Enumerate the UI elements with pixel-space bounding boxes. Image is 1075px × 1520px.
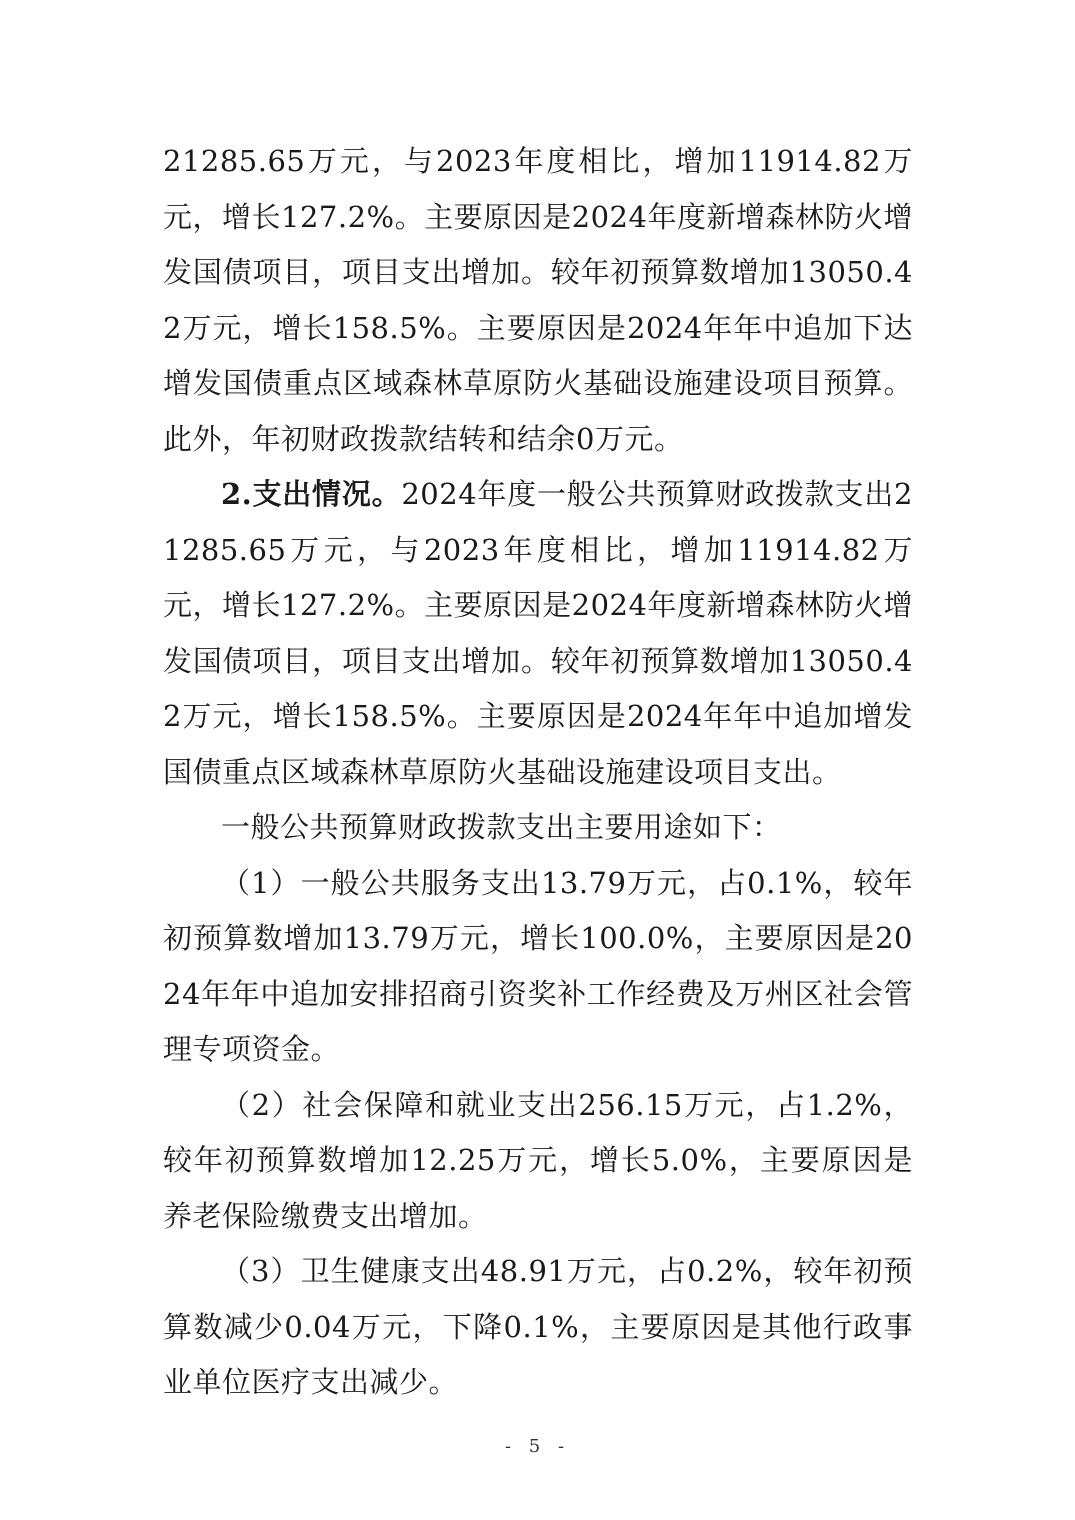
- paragraph-text: 2024年度一般公共预算财政拨款支出21285.65万元，与2023年度相比，增加11914.82万元，增长127.2%。主要原因是2024年度新增森林防火增发国债项目，项目支出增加。较年初预算数增加13050.42万元，增长158.5%。主要原因是2024年年中追加增发国债重点区域森林草原防火基础设施建设项目支出。: [163, 477, 913, 789]
- paragraph-text: 一般公共预算财政拨款支出主要用途如下：: [221, 810, 782, 844]
- paragraph-item-1: [163, 856, 913, 1078]
- paragraph-text: （3）卫生健康支出48.91万元，占0.2%，较年初预算数减少0.04万元，下降0.1%，主要原因是其他行政事业单位医疗支出减少。: [163, 1254, 913, 1399]
- paragraph-text: （2）社会保障和就业支出256.15万元，占1.2%，较年初预算数增加12.25万元，增长5.0%，主要原因是养老保险缴费支出增加。: [163, 1087, 913, 1233]
- paragraph-expenditure-summary: [163, 467, 913, 800]
- paragraph-item-3: [163, 1244, 913, 1411]
- paragraph-text: （1）一般公共服务支出13.79万元，占0.1%，较年初预算数增加13.79万元，增长100.0%，主要原因是2024年年中追加安排招商引资奖补工作经费及万州区社会管理专项资金。: [163, 865, 913, 1066]
- paragraph-item-2: [163, 1078, 913, 1245]
- paragraph-usage-intro: [163, 800, 913, 856]
- page-number: - 5 -: [504, 1436, 571, 1457]
- document-body: [163, 134, 913, 1411]
- paragraph-revenue-continued: [163, 134, 913, 467]
- section-heading: 2.支出情况。: [221, 477, 402, 511]
- paragraph-text: 21285.65万元，与2023年度相比，增加11914.82万元，增长127.2%。主要原因是2024年度新增森林防火增发国债项目，项目支出增加。较年初预算数增加13050.42万元，增长158.5%。主要原因是2024年年中追加下达增发国债重点区域森林草原防火基础设施建设项目预算。此外，年初财政拨款结转和结余0万元。: [163, 144, 913, 456]
